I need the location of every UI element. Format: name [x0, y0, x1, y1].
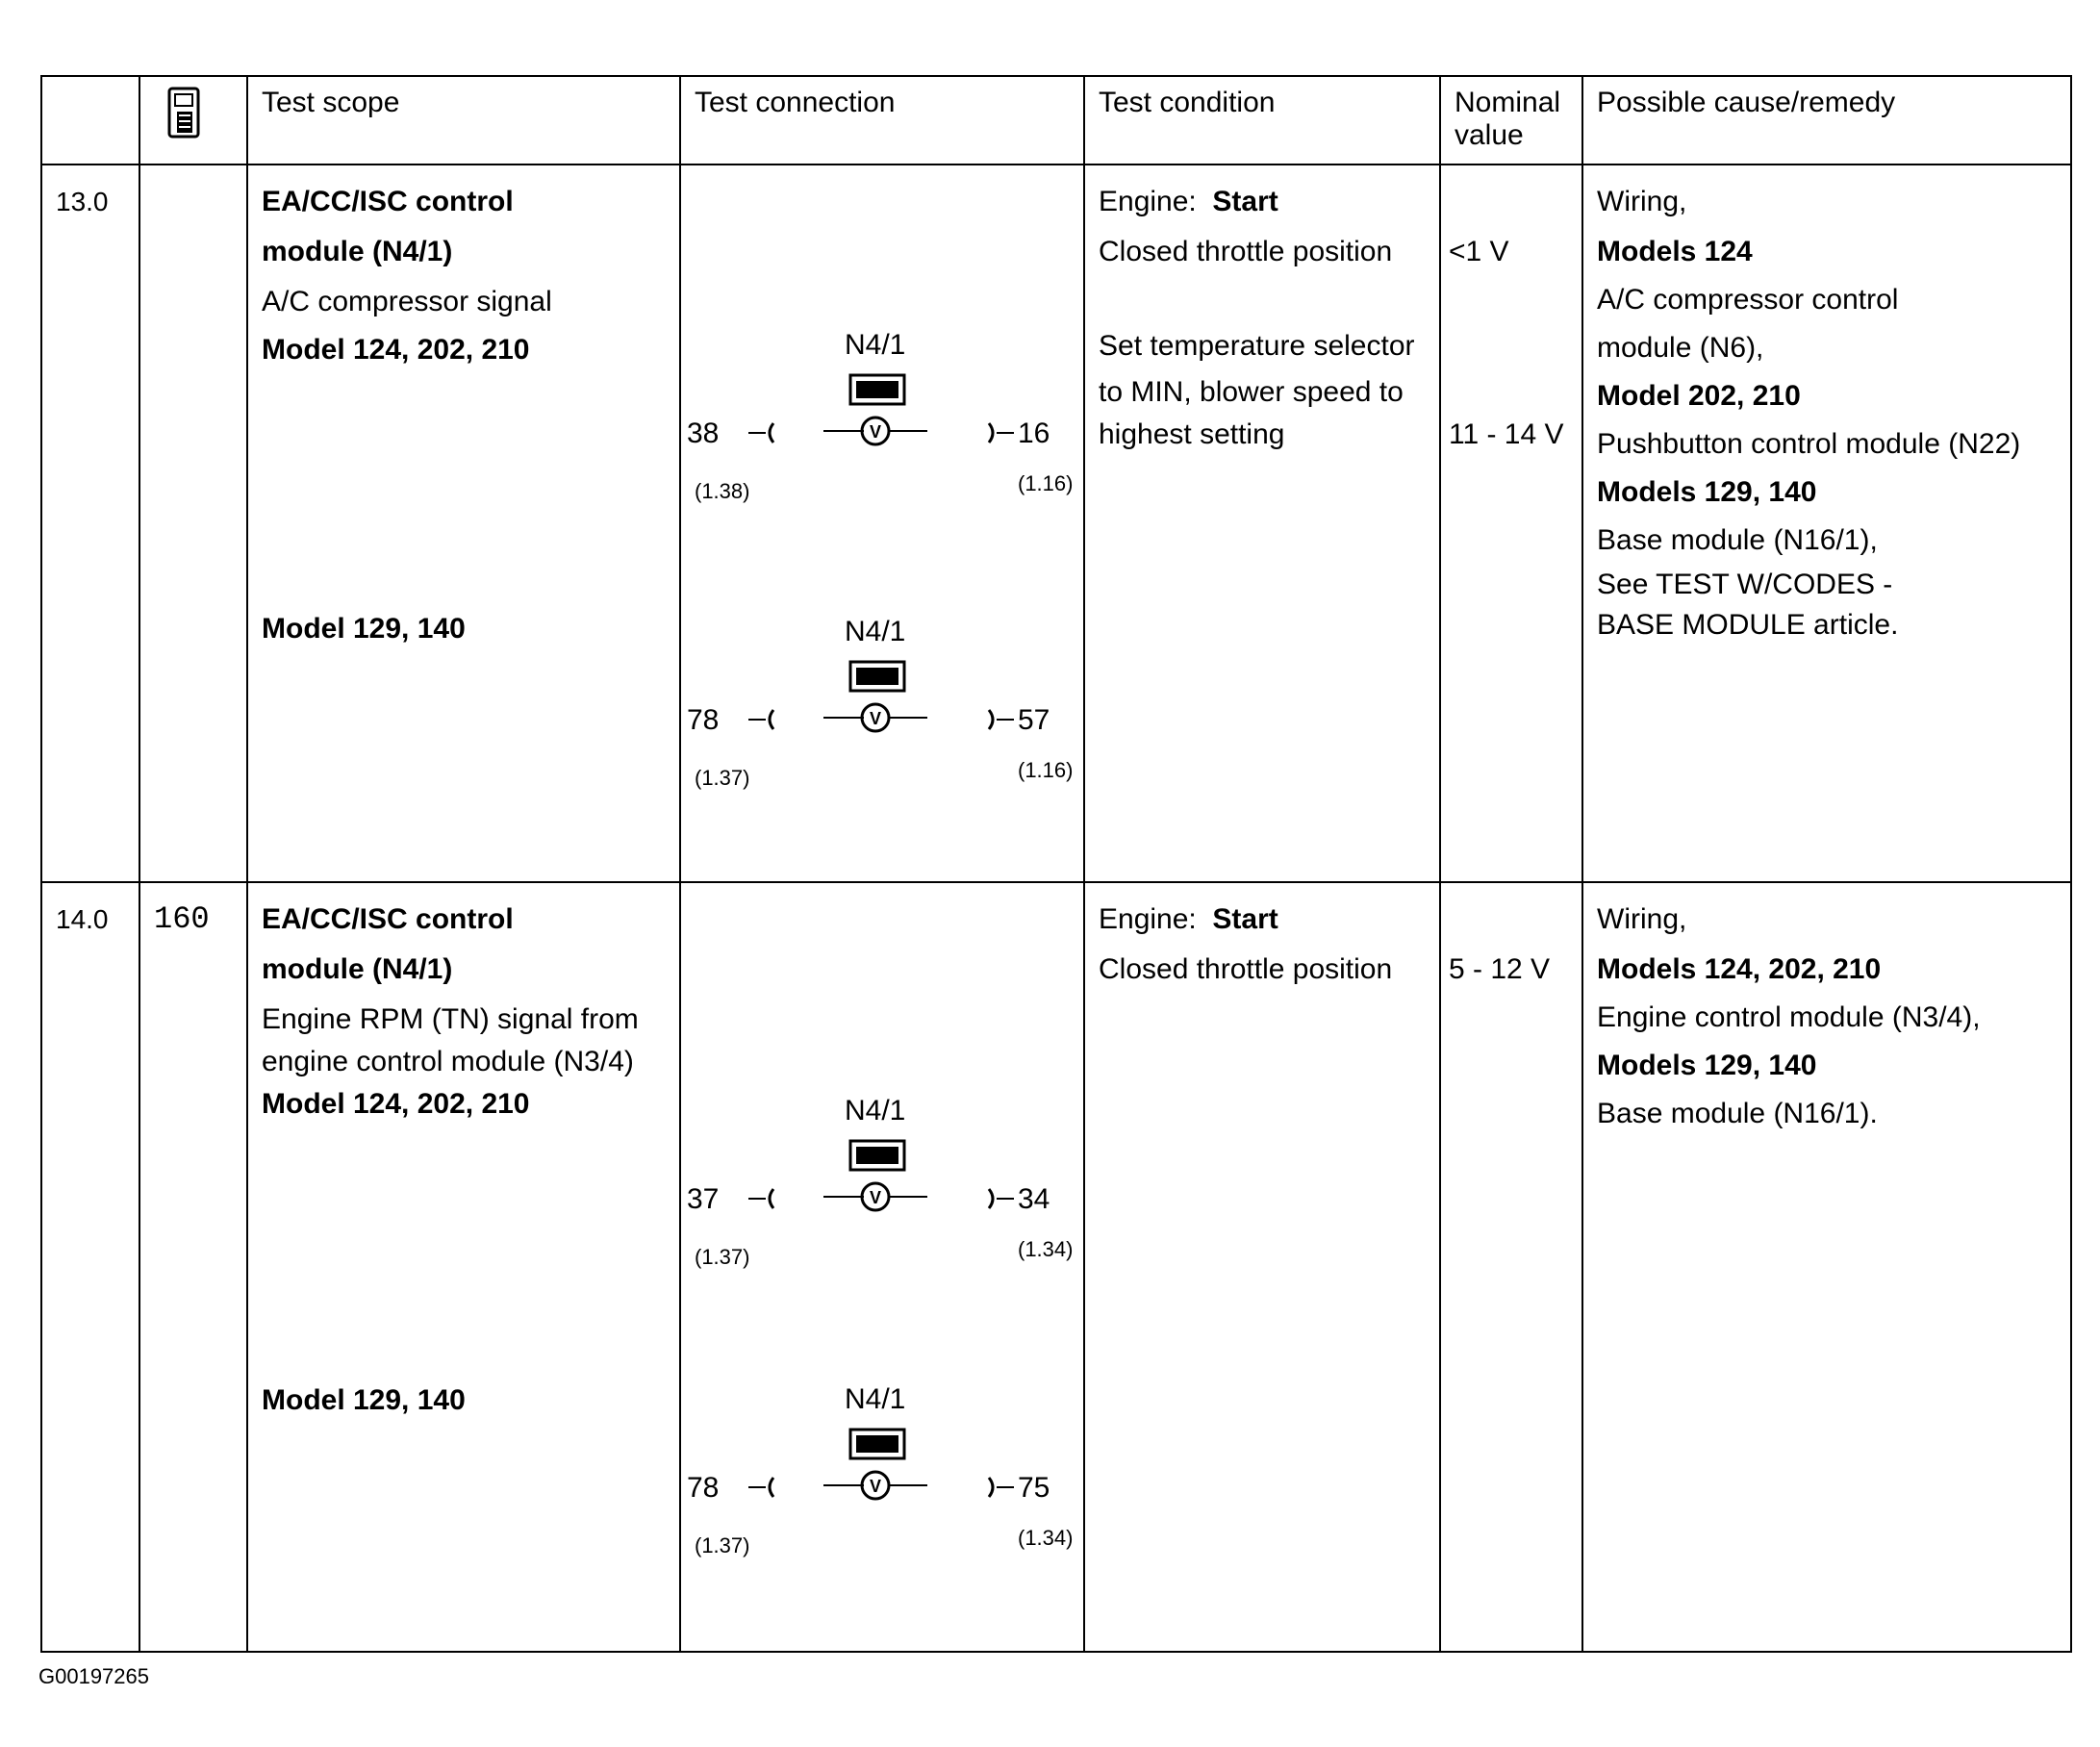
remedy-line: Wiring,: [1597, 186, 1687, 217]
mode-code: 160: [154, 901, 210, 937]
scope-signal: A/C compressor signal: [262, 286, 552, 317]
left-ref: (1.37): [695, 766, 750, 790]
left-pin: 78: [687, 1472, 720, 1504]
remedy-line: Wiring,: [1597, 903, 1687, 935]
remedy-line: Models 129, 140: [1597, 1050, 1817, 1081]
remedy-line: module (N6),: [1597, 332, 1764, 364]
remedy-line: Base module (N16/1),: [1597, 524, 1878, 556]
header-cause-remedy: Possible cause/remedy: [1582, 76, 2071, 165]
nominal-value: 11 - 14 V: [1449, 418, 1564, 450]
step-number: 14.0: [56, 904, 109, 934]
remedy-line: Engine control module (N3/4),: [1597, 1001, 1981, 1033]
step-number: 13.0: [56, 187, 109, 216]
connection-diagram: [681, 1383, 1085, 1576]
connection-diagram: [681, 616, 1085, 808]
nominal-value: 5 - 12 V: [1449, 953, 1551, 985]
scope-title: module (N4/1): [262, 236, 453, 267]
condition-line: Set temperature selector: [1099, 330, 1415, 362]
scope-signal: engine control module (N3/4): [262, 1046, 634, 1077]
svg-text:V: V: [870, 1477, 882, 1496]
right-ref: (1.34): [1018, 1526, 1074, 1550]
condition-line: Closed throttle position: [1099, 953, 1393, 985]
scope-model: Model 124, 202, 210: [262, 334, 530, 366]
remedy-line: BASE MODULE article.: [1597, 609, 1899, 641]
table-row: [41, 165, 2071, 882]
right-pin: 75: [1018, 1472, 1050, 1504]
module-label: N4/1: [845, 1383, 906, 1415]
left-pin: 78: [687, 704, 720, 736]
svg-text:V: V: [870, 1188, 882, 1207]
right-pin: 16: [1018, 418, 1050, 449]
connection-diagram: [681, 329, 1085, 521]
header-test-condition: Test condition: [1084, 76, 1440, 165]
scope-model: Model 129, 140: [262, 1384, 466, 1416]
table-row: [41, 882, 2071, 1652]
remedy-line: See TEST W/CODES -: [1597, 569, 1893, 600]
scope-model: Model 129, 140: [262, 613, 466, 645]
left-ref: (1.38): [695, 479, 750, 503]
header-nominal-value: Nominal value: [1440, 76, 1582, 165]
left-pin: 37: [687, 1183, 720, 1215]
tester-icon: [165, 87, 204, 140]
scope-title: EA/CC/ISC control: [262, 903, 514, 935]
header-step: [41, 76, 139, 165]
figure-id: G00197265: [38, 1664, 149, 1688]
left-pin: 38: [687, 418, 720, 449]
remedy-line: Base module (N16/1).: [1597, 1098, 1878, 1129]
svg-text:V: V: [870, 709, 882, 728]
right-ref: (1.34): [1018, 1237, 1074, 1261]
header-test-connection: Test connection: [680, 76, 1084, 165]
right-ref: (1.16): [1018, 758, 1074, 782]
condition-line: Closed throttle position: [1099, 236, 1393, 267]
left-ref: (1.37): [695, 1245, 750, 1269]
svg-text:V: V: [870, 422, 882, 442]
right-ref: (1.16): [1018, 471, 1074, 495]
test-table: [40, 75, 2072, 1653]
left-ref: (1.37): [695, 1533, 750, 1557]
right-pin: 34: [1018, 1183, 1050, 1215]
module-label: N4/1: [845, 616, 906, 647]
remedy-line: Model 202, 210: [1597, 380, 1801, 412]
module-label: N4/1: [845, 1095, 906, 1127]
right-pin: 57: [1018, 704, 1050, 736]
module-label: N4/1: [845, 329, 906, 361]
remedy-line: A/C compressor control: [1597, 284, 1899, 316]
header-row: [41, 76, 2071, 165]
condition-engine: Engine: Start: [1099, 903, 1278, 935]
scope-signal: Engine RPM (TN) signal from: [262, 1003, 639, 1035]
condition-line: highest setting: [1099, 418, 1285, 450]
scope-title: module (N4/1): [262, 953, 453, 985]
nominal-value: <1 V: [1449, 236, 1509, 267]
condition-line: to MIN, blower speed to: [1099, 376, 1404, 408]
header-tool: [139, 76, 247, 165]
remedy-line: Models 124, 202, 210: [1597, 953, 1882, 985]
header-test-scope: Test scope: [247, 76, 680, 165]
scope-model: Model 124, 202, 210: [262, 1088, 530, 1120]
connection-diagram: [681, 1095, 1085, 1287]
remedy-line: Models 129, 140: [1597, 476, 1817, 508]
remedy-line: Models 124: [1597, 236, 1753, 267]
condition-engine: Engine: Start: [1099, 186, 1278, 217]
scope-title: EA/CC/ISC control: [262, 186, 514, 217]
remedy-line: Pushbutton control module (N22): [1597, 428, 2021, 460]
